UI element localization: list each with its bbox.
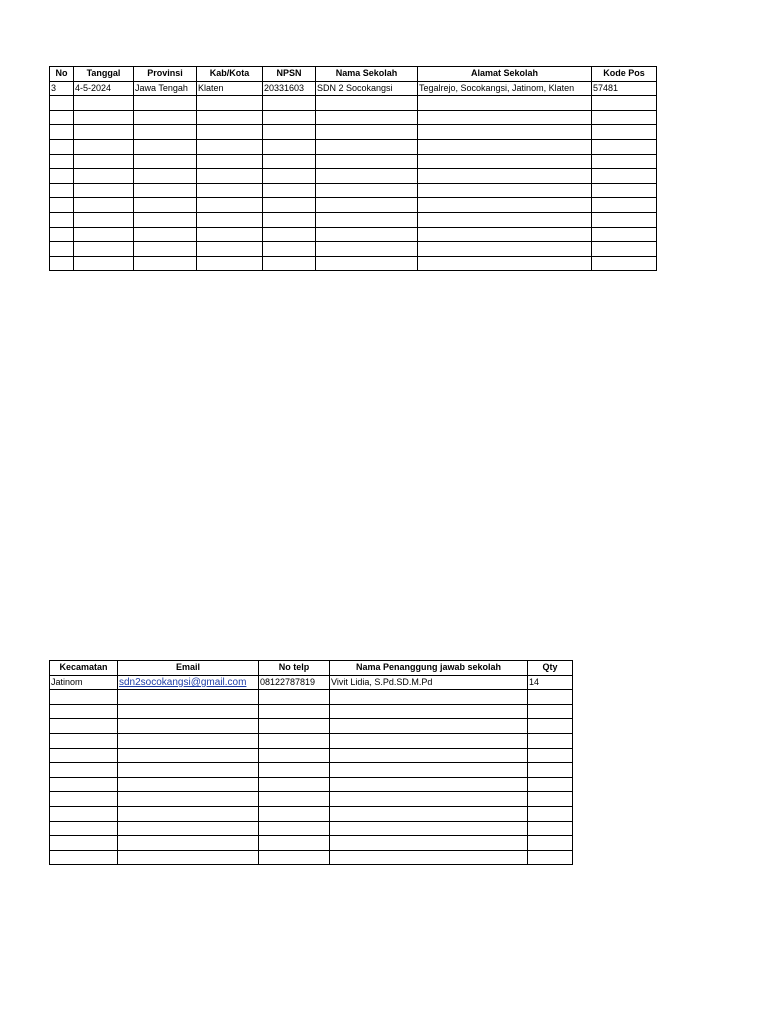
header-qty: Qty [528,661,573,676]
empty-cell[interactable] [134,256,197,271]
empty-cell[interactable] [259,704,330,719]
empty-cell[interactable] [316,139,418,154]
empty-cell[interactable] [50,169,74,184]
cell-qty[interactable]: 14 [528,675,573,690]
table-row [50,183,657,198]
empty-cell[interactable] [74,227,134,242]
header-nama-sekolah: Nama Sekolah [316,67,418,82]
header-alamat-sekolah: Alamat Sekolah [418,67,592,82]
empty-cell[interactable] [592,212,657,227]
empty-cell[interactable] [259,821,330,836]
empty-cell[interactable] [418,212,592,227]
empty-cell[interactable] [418,154,592,169]
empty-cell[interactable] [259,777,330,792]
empty-cell[interactable] [197,169,263,184]
empty-cell[interactable] [316,154,418,169]
empty-cell[interactable] [330,792,528,807]
header-penanggung-jawab: Nama Penanggung jawab sekolah [330,661,528,676]
header-no: No [50,67,74,82]
empty-cell[interactable] [50,154,74,169]
empty-cell[interactable] [592,139,657,154]
cell-alamat-sekolah[interactable]: Tegalrejo, Socokangsi, Jatinom, Klaten [418,81,592,96]
empty-cell[interactable] [592,242,657,257]
empty-cell[interactable] [316,96,418,111]
empty-cell[interactable] [418,169,592,184]
empty-cell[interactable] [259,690,330,705]
empty-cell[interactable] [316,256,418,271]
empty-cell[interactable] [263,256,316,271]
empty-cell[interactable] [330,704,528,719]
empty-cell[interactable] [592,256,657,271]
empty-cell[interactable] [316,169,418,184]
table-row [50,110,657,125]
empty-cell[interactable] [74,169,134,184]
empty-cell[interactable] [74,183,134,198]
empty-cell[interactable] [592,110,657,125]
empty-cell[interactable] [592,125,657,140]
empty-cell[interactable] [50,139,74,154]
empty-cell[interactable] [197,256,263,271]
empty-cell[interactable] [134,242,197,257]
school-data-table [49,66,657,271]
empty-cell[interactable] [197,183,263,198]
empty-cell[interactable] [134,169,197,184]
cell-provinsi[interactable]: Jawa Tengah [134,81,197,96]
empty-cell[interactable] [263,125,316,140]
empty-cell[interactable] [134,139,197,154]
table-row [50,81,657,96]
empty-cell[interactable] [197,154,263,169]
header-kode-pos: Kode Pos [592,67,657,82]
header-kab-kota: Kab/Kota [197,67,263,82]
table-row [50,125,657,140]
table-row [50,850,573,865]
empty-cell[interactable] [263,110,316,125]
empty-cell[interactable] [330,719,528,734]
empty-cell[interactable] [592,183,657,198]
header-tanggal: Tanggal [74,67,134,82]
empty-cell[interactable] [528,777,573,792]
empty-cell[interactable] [134,227,197,242]
table-row [50,748,573,763]
empty-cell[interactable] [50,110,74,125]
table-row [50,821,573,836]
empty-cell[interactable] [74,242,134,257]
empty-cell[interactable] [316,125,418,140]
empty-cell[interactable] [197,212,263,227]
empty-cell[interactable] [134,212,197,227]
empty-cell[interactable] [263,154,316,169]
empty-cell[interactable] [259,748,330,763]
empty-cell[interactable] [528,719,573,734]
empty-cell[interactable] [592,198,657,213]
empty-cell[interactable] [418,139,592,154]
table-row [50,212,657,227]
empty-cell[interactable] [528,836,573,851]
empty-cell[interactable] [259,836,330,851]
empty-cell[interactable] [197,125,263,140]
table-row [50,96,657,111]
empty-cell[interactable] [74,198,134,213]
empty-cell[interactable] [50,96,74,111]
empty-cell[interactable] [197,96,263,111]
empty-cell[interactable] [50,125,74,140]
empty-cell[interactable] [418,198,592,213]
contact-data-table [49,660,573,865]
empty-cell[interactable] [330,748,528,763]
empty-cell[interactable] [118,763,259,778]
header-no-telp: No telp [259,661,330,676]
empty-cell[interactable] [134,125,197,140]
empty-cell[interactable] [118,690,259,705]
empty-cell[interactable] [259,733,330,748]
table-row [50,704,573,719]
empty-cell[interactable] [134,198,197,213]
table-row [50,836,573,851]
empty-cell[interactable] [50,242,74,257]
empty-cell[interactable] [528,748,573,763]
empty-cell[interactable] [418,227,592,242]
table-row [50,792,573,807]
empty-cell[interactable] [50,227,74,242]
empty-cell[interactable] [118,748,259,763]
empty-cell[interactable] [50,806,118,821]
table-row [50,763,573,778]
empty-cell[interactable] [418,125,592,140]
table-row [50,733,573,748]
table-row [50,169,657,184]
empty-cell[interactable] [50,198,74,213]
empty-cell[interactable] [418,96,592,111]
cell-penanggung-jawab[interactable]: Vivit Lidia, S.Pd.SD.M.Pd [330,675,528,690]
empty-cell[interactable] [330,821,528,836]
table-row [50,806,573,821]
empty-cell[interactable] [263,96,316,111]
empty-cell[interactable] [50,748,118,763]
empty-cell[interactable] [50,821,118,836]
empty-cell[interactable] [50,690,118,705]
empty-cell[interactable] [118,792,259,807]
empty-cell[interactable] [263,183,316,198]
empty-cell[interactable] [418,242,592,257]
empty-cell[interactable] [50,763,118,778]
table-row [50,256,657,271]
empty-cell[interactable] [50,792,118,807]
empty-cell[interactable] [316,198,418,213]
empty-cell[interactable] [330,690,528,705]
empty-cell[interactable] [592,227,657,242]
empty-cell[interactable] [197,227,263,242]
cell-tanggal[interactable]: 4-5-2024 [74,81,134,96]
empty-cell[interactable] [528,792,573,807]
empty-cell[interactable] [528,821,573,836]
empty-cell[interactable] [197,139,263,154]
empty-cell[interactable] [330,777,528,792]
empty-cell[interactable] [118,821,259,836]
empty-cell[interactable] [528,806,573,821]
empty-cell[interactable] [74,96,134,111]
empty-cell[interactable] [259,850,330,865]
empty-cell[interactable] [50,212,74,227]
empty-cell[interactable] [50,850,118,865]
empty-cell[interactable] [259,792,330,807]
empty-cell[interactable] [316,183,418,198]
table-row [50,777,573,792]
empty-cell[interactable] [330,836,528,851]
empty-cell[interactable] [316,227,418,242]
empty-cell[interactable] [259,806,330,821]
header-email: Email [118,661,259,676]
table-row [50,154,657,169]
empty-cell[interactable] [118,704,259,719]
empty-cell[interactable] [118,850,259,865]
empty-cell[interactable] [592,154,657,169]
empty-cell[interactable] [118,777,259,792]
empty-cell[interactable] [118,806,259,821]
table-row [50,139,657,154]
table-row [50,690,573,705]
empty-cell[interactable] [528,704,573,719]
empty-cell[interactable] [134,96,197,111]
empty-cell[interactable] [528,763,573,778]
cell-kecamatan[interactable]: Jatinom [50,675,118,690]
empty-cell[interactable] [330,763,528,778]
empty-cell[interactable] [74,110,134,125]
empty-cell[interactable] [330,733,528,748]
empty-cell[interactable] [50,777,118,792]
empty-cell[interactable] [118,719,259,734]
empty-cell[interactable] [263,139,316,154]
empty-cell[interactable] [263,227,316,242]
empty-cell[interactable] [418,183,592,198]
empty-cell[interactable] [197,242,263,257]
empty-cell[interactable] [50,256,74,271]
empty-cell[interactable] [528,690,573,705]
empty-cell[interactable] [118,836,259,851]
empty-cell[interactable] [74,125,134,140]
empty-cell[interactable] [50,733,118,748]
empty-cell[interactable] [74,212,134,227]
empty-cell[interactable] [592,169,657,184]
empty-cell[interactable] [50,719,118,734]
cell-email[interactable] [118,675,259,690]
cell-no-telp[interactable]: 08122787819 [259,675,330,690]
empty-cell[interactable] [197,198,263,213]
email-link[interactable]: sdn2socokangsi@gmail.com [119,676,247,688]
empty-cell[interactable] [528,850,573,865]
empty-cell[interactable] [74,256,134,271]
table-row [50,719,573,734]
empty-cell[interactable] [134,110,197,125]
empty-cell[interactable] [330,806,528,821]
empty-cell[interactable] [74,139,134,154]
cell-npsn[interactable]: 20331603 [263,81,316,96]
empty-cell[interactable] [592,96,657,111]
cell-nama-sekolah[interactable]: SDN 2 Socokangsi [316,81,418,96]
empty-cell[interactable] [50,704,118,719]
cell-no[interactable]: 3 [50,81,74,96]
empty-cell[interactable] [134,154,197,169]
table-row [50,227,657,242]
empty-cell[interactable] [528,733,573,748]
empty-cell[interactable] [316,110,418,125]
empty-cell[interactable] [118,733,259,748]
empty-cell[interactable] [316,212,418,227]
header-kecamatan: Kecamatan [50,661,118,676]
empty-cell[interactable] [263,212,316,227]
table-row [50,242,657,257]
empty-cell[interactable] [74,154,134,169]
empty-cell[interactable] [263,198,316,213]
table-row [50,675,573,690]
empty-cell[interactable] [134,183,197,198]
empty-cell[interactable] [263,242,316,257]
empty-cell[interactable] [50,836,118,851]
empty-cell[interactable] [418,110,592,125]
header-row [50,67,657,82]
empty-cell[interactable] [50,183,74,198]
header-npsn: NPSN [263,67,316,82]
header-provinsi: Provinsi [134,67,197,82]
empty-cell[interactable] [316,242,418,257]
empty-cell[interactable] [259,763,330,778]
empty-cell[interactable] [418,256,592,271]
table-row [50,198,657,213]
empty-cell[interactable] [263,169,316,184]
empty-cell[interactable] [259,719,330,734]
empty-cell[interactable] [197,110,263,125]
cell-kode-pos[interactable]: 57481 [592,81,657,96]
empty-cell[interactable] [330,850,528,865]
cell-kab-kota[interactable]: Klaten [197,81,263,96]
header-row [50,661,573,676]
